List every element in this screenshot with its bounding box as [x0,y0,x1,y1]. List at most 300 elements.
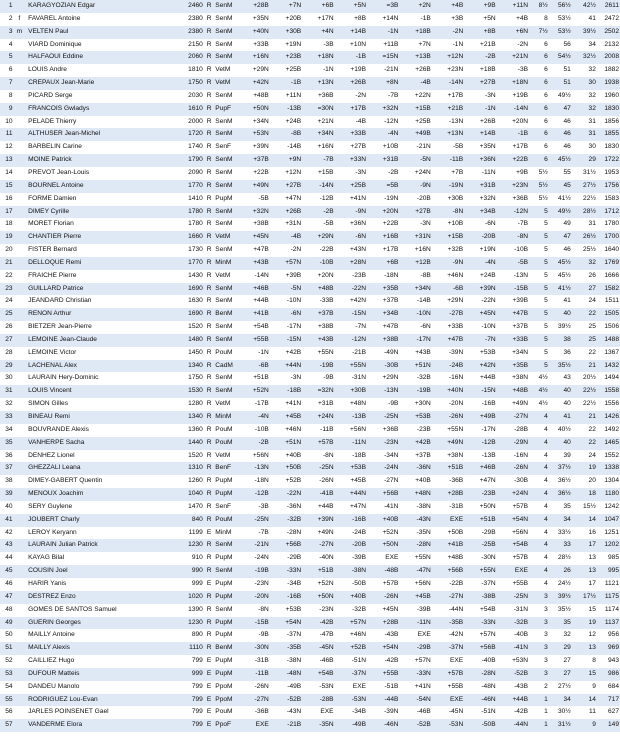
points-cell: 5 [531,257,549,270]
round-6-result: -33N [401,668,433,681]
player-name: MOINE Patrick [25,154,179,167]
round-5-result: +34B [369,308,401,321]
elo-cell: 1630 [179,295,204,308]
round-5-result: +36B [369,424,401,437]
standings-row [0,334,620,347]
round-2-result: -34B [272,578,304,591]
round-1-result: -19B [239,565,271,578]
rating-type-cell: R [204,321,214,334]
round-5-result: -26N [369,591,401,604]
round-2-result: +25B [272,64,304,77]
category-cell: BenF [214,462,239,475]
round-5-result: =15N [369,51,401,64]
round-3-result: -5B [304,218,336,231]
title-cell [14,244,26,257]
player-name: JOUBERT Charly [25,514,179,527]
player-name: LAURAIN Julian Patrick [25,539,179,552]
round-1-result: -21N [239,539,271,552]
round-2-result: -8B [272,128,304,141]
points-cell: 4 [531,527,549,540]
standings-row [0,77,620,90]
round-5-result: +14N [369,13,401,26]
buchholz-cell: 31½ [549,719,572,732]
tiebreak-cell: 26 [572,270,597,283]
round-4-result: +36N [337,218,369,231]
elo-cell: 1770 [179,180,204,193]
round-4-result: -13B [337,411,369,424]
round-6-result: +40B [401,475,433,488]
round-5-result: +54N [369,642,401,655]
round-8-result: +42N [466,360,498,373]
title-cell [14,321,26,334]
round-9-result: -31N [499,604,531,617]
elo-cell: 999 [179,578,204,591]
round-4-result: -50B [337,578,369,591]
round-9-result: -15B [499,283,531,296]
elo-cell: 1530 [179,385,204,398]
buchholz-cell: 45½ [549,270,572,283]
rank-cell: 56 [0,706,14,719]
round-2-result: -15N [272,334,304,347]
player-name: GUERIN Georges [25,617,179,630]
round-2-result: -38N [272,655,304,668]
round-3-result: -11B [304,424,336,437]
rating-type-cell: R [204,334,214,347]
rating-type-cell: R [204,26,214,39]
round-4-result: +19B [337,64,369,77]
round-6-result: -8B [401,270,433,283]
category-cell: SenM [214,116,239,129]
points-cell: 8 [531,13,549,26]
standings-row [0,462,620,475]
round-6-result: -54N [401,694,433,707]
tiebreak-cell: 32 [572,64,597,77]
rating-type-cell: R [204,0,214,13]
standings-row [0,0,620,13]
rank-cell: 42 [0,527,14,540]
round-1-result: +55B [239,334,271,347]
elo-cell: 1520 [179,450,204,463]
round-8-result: +26B [466,116,498,129]
standings-row [0,180,620,193]
round-6-result: +37B [401,450,433,463]
points-cell: 4 [531,475,549,488]
performance-cell: 1511 [597,295,620,308]
title-cell [14,501,26,514]
round-7-result: -11B [434,154,466,167]
points-cell: 1 [531,694,549,707]
round-4-result: -1B [337,51,369,64]
round-7-result: -5B [434,141,466,154]
category-cell: SenM [214,167,239,180]
round-4-result: +17B [337,103,369,116]
elo-cell: 1790 [179,154,204,167]
rating-type-cell: R [204,360,214,373]
round-7-result: -14N [434,77,466,90]
player-name: LOUIS Vincent [25,385,179,398]
performance-cell: 1506 [597,321,620,334]
rank-cell: 4 [0,39,14,52]
round-6-result: -23B [401,424,433,437]
round-1-result: +35N [239,13,271,26]
round-2-result: -36N [272,501,304,514]
tiebreak-cell: 31 [572,128,597,141]
round-8-result: +56B [466,642,498,655]
round-4-result: +10N [337,39,369,52]
points-cell: 4½ [531,385,549,398]
tiebreak-cell: 32½ [572,51,597,64]
round-7-result: -20N [434,398,466,411]
standings-row [0,167,620,180]
round-4-result: +53B [337,462,369,475]
rank-cell: 32 [0,398,14,411]
round-6-result: -21N [401,141,433,154]
title-cell [14,668,26,681]
buchholz-cell: 35½ [549,604,572,617]
round-8-result: -28N [466,668,498,681]
round-7-result: -53N [434,719,466,732]
points-cell: 6 [531,77,549,90]
round-2-result: -4B [272,231,304,244]
performance-cell: 1174 [597,604,620,617]
rank-cell: 24 [0,295,14,308]
player-name: LACHENAL Alex [25,360,179,373]
rating-type-cell: R [204,424,214,437]
tiebreak-cell: 8 [572,655,597,668]
round-4-result: +33N [337,154,369,167]
performance-cell: 1180 [597,488,620,501]
round-4-result: -20B [337,539,369,552]
round-2-result: +9N [272,154,304,167]
rank-cell: 1 [0,0,14,13]
round-3-result: -3B [304,39,336,52]
round-5-result: -13N [369,385,401,398]
round-5-result: -7B [369,90,401,103]
standings-row [0,681,620,694]
points-cell: 4 [531,501,549,514]
rating-type-cell: E [204,719,214,732]
rating-type-cell: R [204,180,214,193]
rating-type-cell: E [204,681,214,694]
elo-cell: 1199 [179,527,204,540]
round-6-result: +30N [401,398,433,411]
standings-row [0,360,620,373]
round-4-result: -39B [337,552,369,565]
buchholz-cell: 40 [549,385,572,398]
round-8-result: -17N [466,424,498,437]
performance-cell: 2502 [597,26,620,39]
round-9-result: +53N [499,655,531,668]
round-9-result: +24N [499,488,531,501]
round-1-result: -1N [239,347,271,360]
round-3-result: +20N [304,270,336,283]
tiebreak-cell: 24 [572,295,597,308]
points-cell: 4 [531,514,549,527]
round-1-result: +29N [239,64,271,77]
tiebreak-cell: 22½ [572,193,597,206]
round-7-result: EXE [434,514,466,527]
performance-cell: 1047 [597,514,620,527]
round-8-result: +44B [466,372,498,385]
round-9-result: -41N [499,642,531,655]
round-4-result: +56N [337,424,369,437]
rank-cell: 44 [0,552,14,565]
performance-cell: 985 [597,552,620,565]
round-7-result: +50B [434,527,466,540]
points-cell: 5 [531,308,549,321]
rating-type-cell: R [204,488,214,501]
standings-row [0,193,620,206]
buchholz-cell: 27 [549,655,572,668]
round-9-result: +35B [499,360,531,373]
round-5-result: +28B [369,617,401,630]
round-7-result: +10B [434,218,466,231]
title-cell [14,514,26,527]
round-9-result: +36B [499,193,531,206]
round-8-result: -40B [466,655,498,668]
points-cell: 4 [531,411,549,424]
category-cell: PupM [214,655,239,668]
performance-cell: 969 [597,642,620,655]
round-4-result: +30B [337,385,369,398]
performance-cell: 2008 [597,51,620,64]
title-cell [14,694,26,707]
buchholz-cell: 45½ [549,154,572,167]
round-1-result: +28B [239,0,271,13]
round-6-result: -52B [401,719,433,732]
rating-type-cell: R [204,116,214,129]
round-2-result: +56B [272,539,304,552]
buchholz-cell: 32 [549,629,572,642]
round-4-result: -15N [337,308,369,321]
performance-cell: 1780 [597,218,620,231]
standings-row [0,372,620,385]
player-name: FRAICHE Pierre [25,270,179,283]
round-6-result: +56N [401,578,433,591]
points-cell: 5 [531,206,549,219]
round-3-result: +24N [304,411,336,424]
category-cell: VetM [214,450,239,463]
round-9-result: +18N [499,77,531,90]
round-8-result: +18B [466,64,498,77]
buchholz-cell: 46 [549,244,572,257]
round-3-result: +34N [304,128,336,141]
standings-row [0,578,620,591]
round-7-result: +13N [434,128,466,141]
title-cell [14,193,26,206]
round-9-result: +6N [499,26,531,39]
round-5-result: =5B [369,180,401,193]
round-5-result: +55B [369,668,401,681]
round-6-result: -4B [401,77,433,90]
round-9-result: +57B [499,501,531,514]
round-3-result: +38B [304,321,336,334]
standings-row [0,450,620,463]
round-2-result: +20B [272,13,304,26]
round-2-result: -22N [272,488,304,501]
buchholz-cell: 40½ [549,424,572,437]
elo-cell: 1720 [179,128,204,141]
category-cell: SenM [214,180,239,193]
round-4-result: +28N [337,257,369,270]
tiebreak-cell: 25½ [572,244,597,257]
round-2-result: +51N [272,437,304,450]
round-2-result: -10N [272,295,304,308]
round-4-result: -22N [337,283,369,296]
round-3-result: -41B [304,488,336,501]
round-5-result: +31B [369,154,401,167]
title-cell [14,51,26,64]
title-cell [14,411,26,424]
points-cell: 3 [531,642,549,655]
round-6-result: +45B [401,591,433,604]
category-cell: SenM [214,321,239,334]
round-4-result: -6N [337,231,369,244]
performance-cell: 943 [597,655,620,668]
round-1-result: -11B [239,668,271,681]
standings-row [0,475,620,488]
tiebreak-cell: 16 [572,527,597,540]
points-cell: 7½ [531,26,549,39]
round-8-result: +14B [466,128,498,141]
standings-row [0,437,620,450]
round-4-result: -49B [337,719,369,732]
rating-type-cell: E [204,694,214,707]
round-2-result: +27B [272,180,304,193]
round-6-result: +27B [401,206,433,219]
player-name: HARIR Yanis [25,578,179,591]
elo-cell: 1770 [179,257,204,270]
round-8-result: +32N [466,193,498,206]
round-6-result: +51N [401,360,433,373]
buchholz-cell: 40 [549,437,572,450]
elo-cell: 799 [179,719,204,732]
elo-cell: 1310 [179,462,204,475]
standings-row [0,719,620,732]
round-1-result: -26N [239,681,271,694]
rating-type-cell: R [204,13,214,26]
round-1-result: +56N [239,450,271,463]
round-5-result: +10B [369,141,401,154]
points-cell: 4 [531,565,549,578]
category-cell: SenM [214,0,239,13]
round-6-result: -10N [401,308,433,321]
standings-row [0,90,620,103]
performance-cell: 1938 [597,77,620,90]
tiebreak-cell: 22½ [572,385,597,398]
rank-cell: 26 [0,321,14,334]
buchholz-cell: 34 [549,514,572,527]
round-1-result: -13N [239,462,271,475]
elo-cell: 1230 [179,617,204,630]
rating-type-cell: R [204,642,214,655]
title-cell [14,629,26,642]
title-cell [14,475,26,488]
round-4-result: -53N [337,694,369,707]
round-8-result: +45N [466,308,498,321]
round-9-result: +20N [499,116,531,129]
category-cell: BenM [214,642,239,655]
round-2-result: -16B [272,591,304,604]
round-6-result: +55N [401,552,433,565]
round-2-result: -35B [272,642,304,655]
round-9-result: +23N [499,180,531,193]
round-8-result: +31B [466,180,498,193]
title-cell [14,154,26,167]
player-name: LEMOINE Jean-Claude [25,334,179,347]
rating-type-cell: E [204,668,214,681]
round-2-result: -29B [272,552,304,565]
category-cell: PpoM [214,681,239,694]
standings-row [0,26,620,39]
title-cell [14,578,26,591]
category-cell: SenM [214,206,239,219]
rank-cell: 45 [0,565,14,578]
round-6-result: -36N [401,462,433,475]
round-1-result: +51B [239,372,271,385]
category-cell: PupM [214,193,239,206]
performance-cell: 956 [597,629,620,642]
round-8-result: +49B [466,411,498,424]
tiebreak-cell: 15 [572,668,597,681]
round-5-result: +35B [369,283,401,296]
buchholz-cell: 46 [549,116,572,129]
standings-row [0,128,620,141]
round-8-result: -2B [466,51,498,64]
buchholz-cell: 51 [549,64,572,77]
round-2-result: +54N [272,617,304,630]
elo-cell: 2460 [179,0,204,13]
round-7-result: +56B [434,565,466,578]
round-5-result: -34N [369,450,401,463]
round-2-result: +53B [272,604,304,617]
elo-cell: 1280 [179,398,204,411]
round-4-result: -23B [337,270,369,283]
buchholz-cell: 36½ [549,488,572,501]
round-6-result: +53B [401,411,433,424]
round-5-result: -4N [369,128,401,141]
round-5-result: +52N [369,527,401,540]
buchholz-cell: 29 [549,642,572,655]
points-cell: 5 [531,231,549,244]
title-cell [14,64,26,77]
category-cell: PupF [214,103,239,116]
buchholz-cell: 40 [549,308,572,321]
round-3-result: -47B [304,629,336,642]
elo-cell: 1610 [179,103,204,116]
rating-type-cell: R [204,462,214,475]
buchholz-cell: 39½ [549,321,572,334]
performance-cell: 1121 [597,578,620,591]
round-8-result: +55N [466,565,498,578]
round-7-result: -45N [434,706,466,719]
rank-cell: 54 [0,681,14,694]
round-5-result: +20N [369,206,401,219]
player-name: LAURAIN Hery-Dominic [25,372,179,385]
elo-cell: 1110 [179,642,204,655]
buchholz-cell: 39 [549,450,572,463]
standings-row [0,154,620,167]
player-name: SIMON Gilles [25,398,179,411]
round-4-result: -32B [337,604,369,617]
title-cell [14,617,26,630]
round-8-result: +51B [466,514,498,527]
player-name: JEANDARD Christian [25,295,179,308]
rating-type-cell: R [204,591,214,604]
round-5-result: -21N [369,64,401,77]
buchholz-cell: 41 [549,295,572,308]
round-9-result: -30B [499,475,531,488]
